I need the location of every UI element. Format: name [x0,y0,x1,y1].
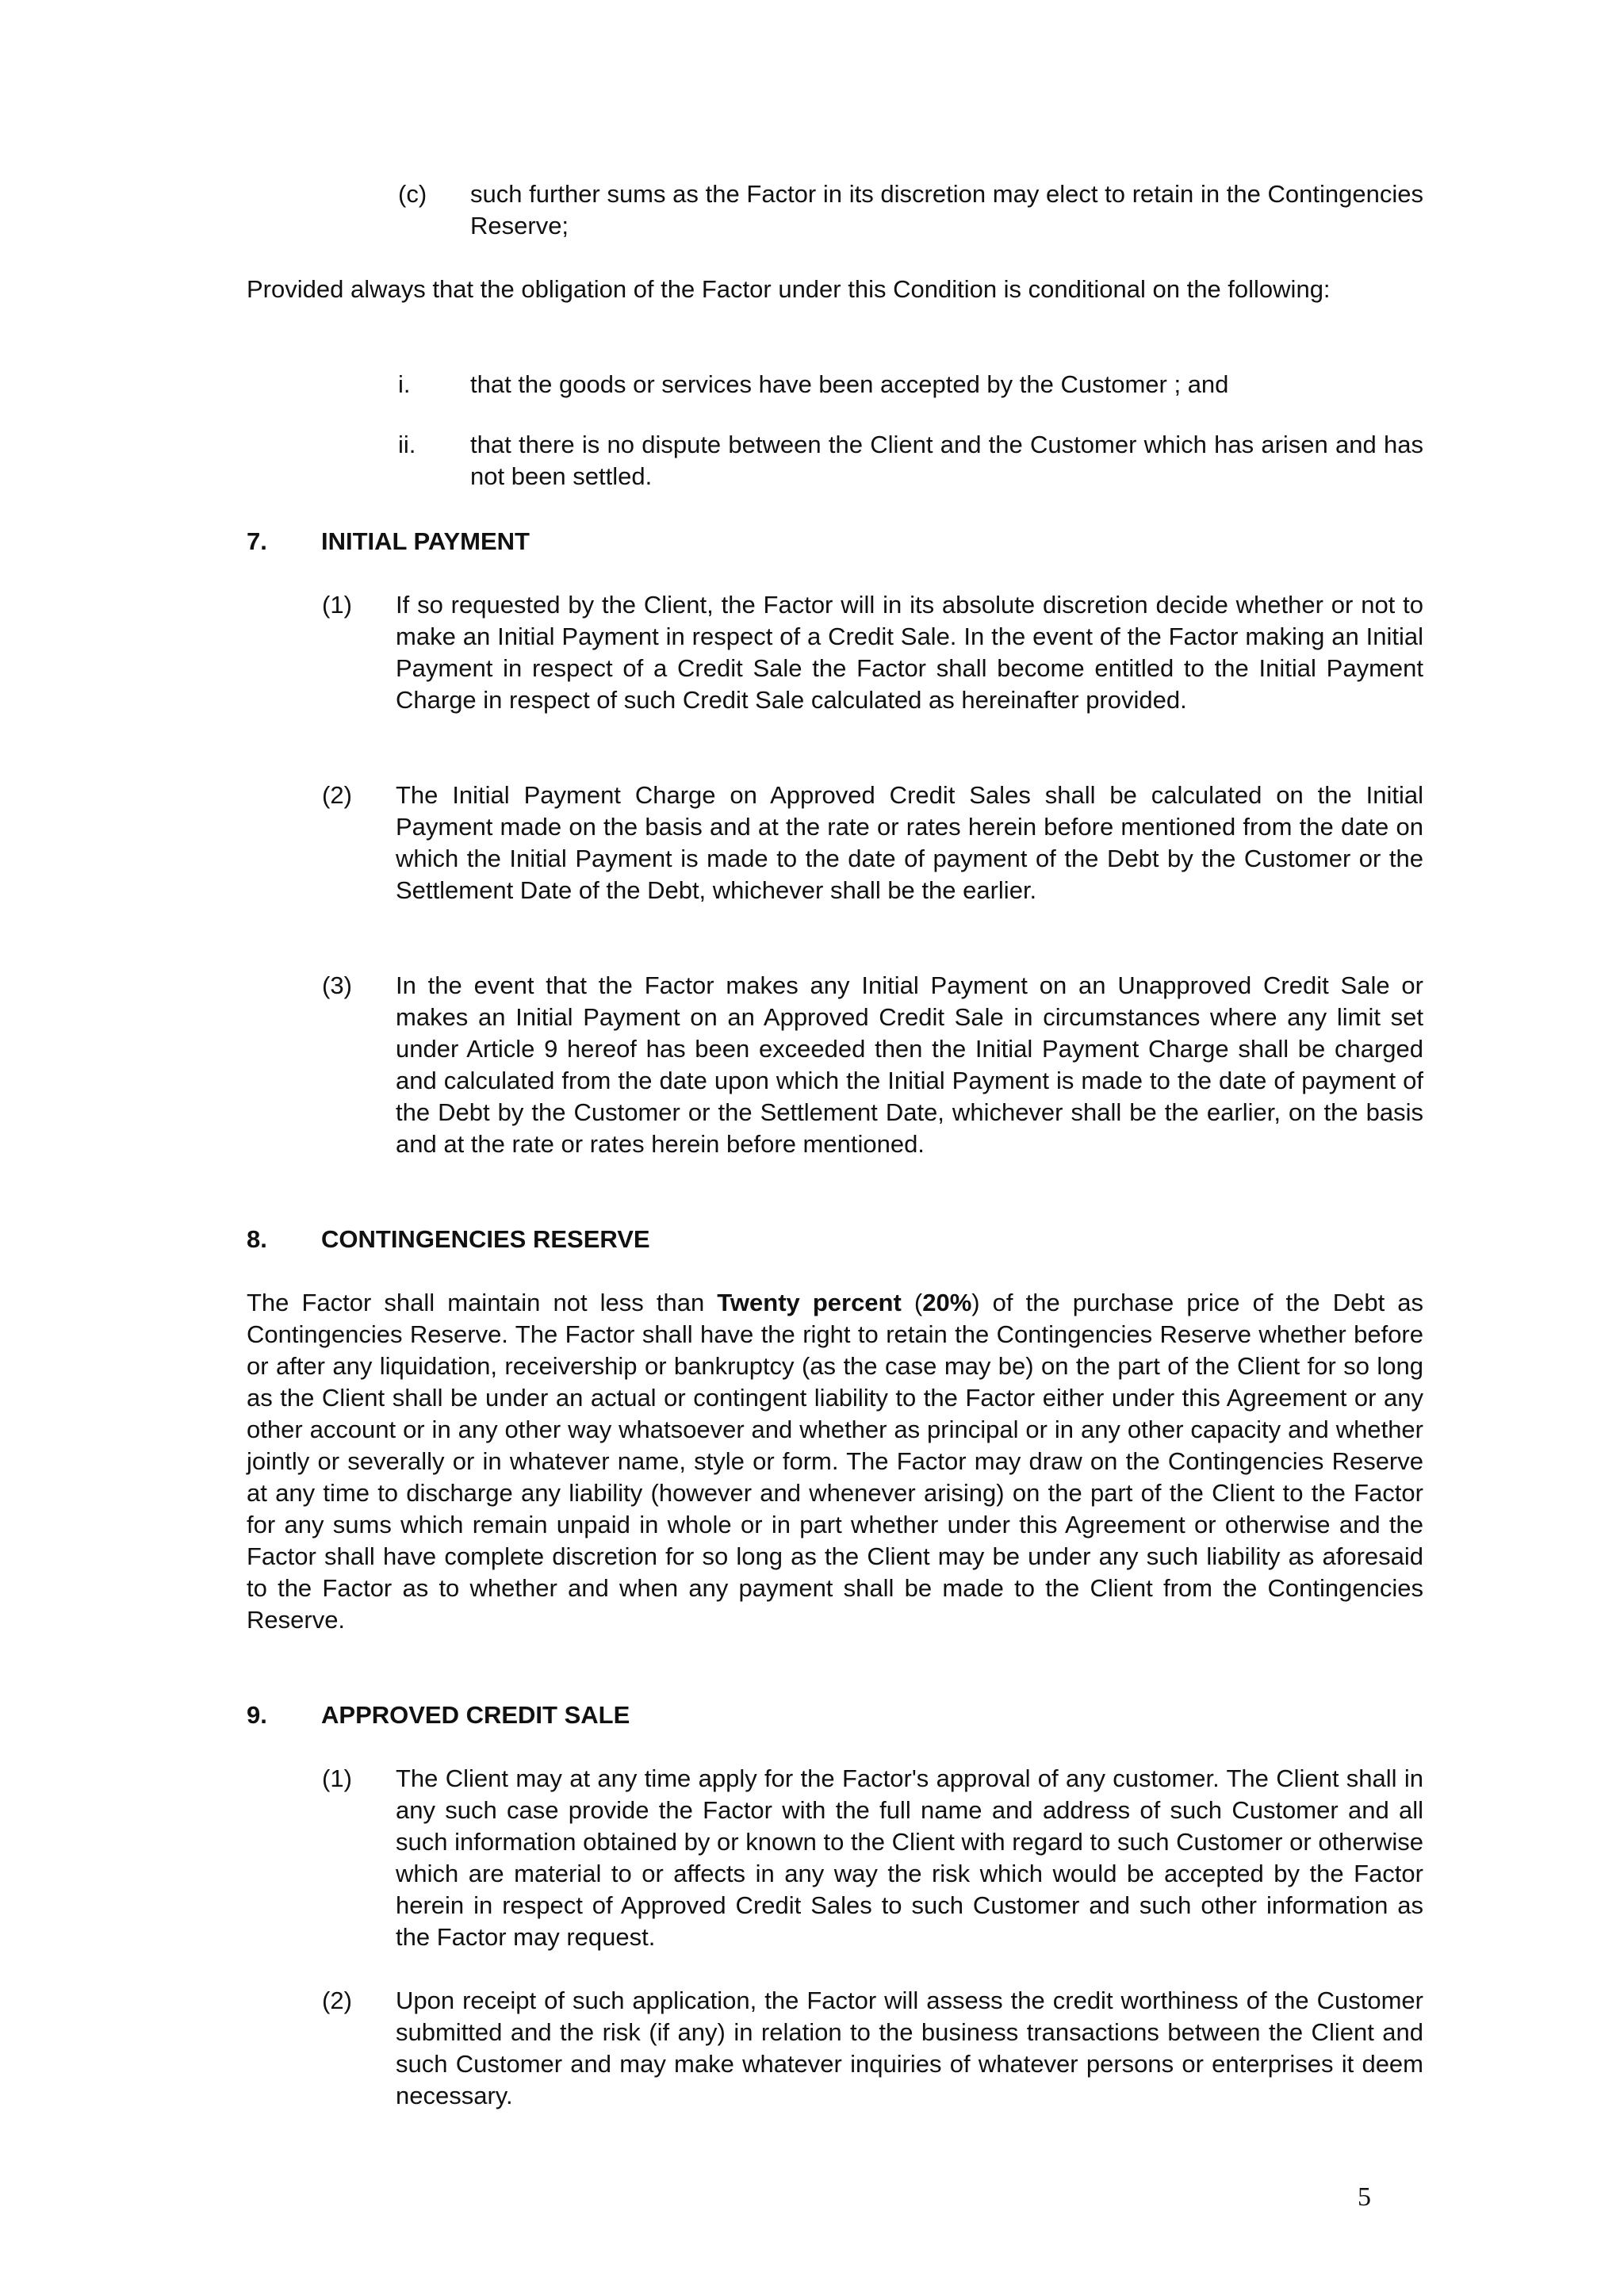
section-9-number: 9. [247,1701,267,1729]
section-8-para-mid: ( [901,1289,923,1316]
section-7-item-2-text: The Initial Payment Charge on Approved Credit Sales shall be calculated on the Initial Payment made on the basis and at the rate or rates herein before mentioned from the date on which the Initial Payment is made to the date of payment of the Debt by the Customer or the Settlement Date of the Debt, whichever shall be the earlier. [396,781,1423,904]
section-8-number: 8. [247,1225,267,1253]
section-8-bold-percent: 20% [922,1289,972,1316]
section-8-title: CONTINGENCIES RESERVE [321,1225,650,1253]
section-7-item-1-marker: (1) [322,591,352,619]
section-8-paragraph [247,1287,1423,1636]
section-8-bold-words: Twenty percent [717,1289,902,1316]
item-c-text: such further sums as the Factor in its discretion may elect to retain in the Contingencies Reserve; [470,180,1423,239]
section-9-title: APPROVED CREDIT SALE [321,1701,630,1729]
section-9-item-2-marker: (2) [322,1987,352,2014]
section-7-number: 7. [247,527,267,555]
section-7-item-3-marker: (3) [322,971,352,999]
condition-ii-marker: ii. [398,431,416,458]
section-8-para-prefix: The Factor shall maintain not less than [247,1289,718,1316]
section-7-title: INITIAL PAYMENT [321,527,530,555]
section-7-item-2-marker: (2) [322,781,352,809]
section-8-para-suffix: ) of the purchase price of the Debt as Contingencies Reserve. The Factor shall have the right to retain the Contingencies Reserve whether before or after any liquidation, receivership or bankruptcy (as the case may be) on the part of the Client for so long as the Client shall be under an actual or contingent liability to the Factor either under this Agreement or any other account or in any other way whatsoever and whether as principal or in any other capacity and whether jointly or severally or in whatever name, style or form. The Factor may draw on the Contingencies Reserve at any time to discharge any liability (however and whenever arising) on the part of the Client to the Factor for any sums which remain unpaid in whole or in part whether under this Agreement or otherwise and the Factor shall have complete discretion for so long as the Client may be under any such liability as aforesaid to the Factor as to whether and when any payment shall be made to the Client from the Contingencies Reserve. [247,1289,1424,1634]
item-c-marker: (c) [398,180,427,208]
proviso-paragraph: Provided always that the obligation of the Factor under this Condition is conditional on the following: [247,275,1331,303]
condition-i-marker: i. [398,370,411,398]
condition-ii-text: that there is no dispute between the Client and the Customer which has arisen and has not been settled. [470,431,1423,490]
section-9-item-2-text: Upon receipt of such application, the Factor will assess the credit worthiness of the Customer submitted and the risk (if any) in relation to the business transactions between the Client and such Customer and may make whatever inquiries of whatever persons or enterprises it deem necessary. [396,1987,1423,2109]
section-9-item-1-marker: (1) [322,1764,352,1792]
section-7-item-3-text: In the event that the Factor makes any Initial Payment on an Unapproved Credit Sale or makes an Initial Payment on an Approved Credit Sale in circumstances where any limit set under Article 9 hereof has been exceeded then the Initial Payment Charge shall be charged and calculated from the date upon which the Initial Payment is made to the date of payment of the Debt by the Customer or the Settlement Date, whichever shall be the earlier, on the basis and at the rate or rates herein before mentioned. [396,971,1423,1158]
page-number: 5 [1358,2182,1371,2212]
section-9-item-1-text: The Client may at any time apply for the Factor's approval of any customer. The Client shall in any such case provide the Factor with the full name and address of such Customer and all such information obtained by or known to the Client with regard to such Customer or otherwise which are material to or affects in any way the risk which would be accepted by the Factor herein in respect of Approved Credit Sales to such Customer and such other information as the Factor may request. [396,1764,1423,1951]
condition-i-text: that the goods or services have been accepted by the Customer ; and [470,370,1229,398]
section-7-item-1-text: If so requested by the Client, the Factor will in its absolute discretion decide whether or not to make an Initial Payment in respect of a Credit Sale. In the event of the Factor making an Initial Payment in respect of a Credit Sale the Factor shall become entitled to the Initial Payment Charge in respect of such Credit Sale calculated as hereinafter provided. [396,591,1423,714]
